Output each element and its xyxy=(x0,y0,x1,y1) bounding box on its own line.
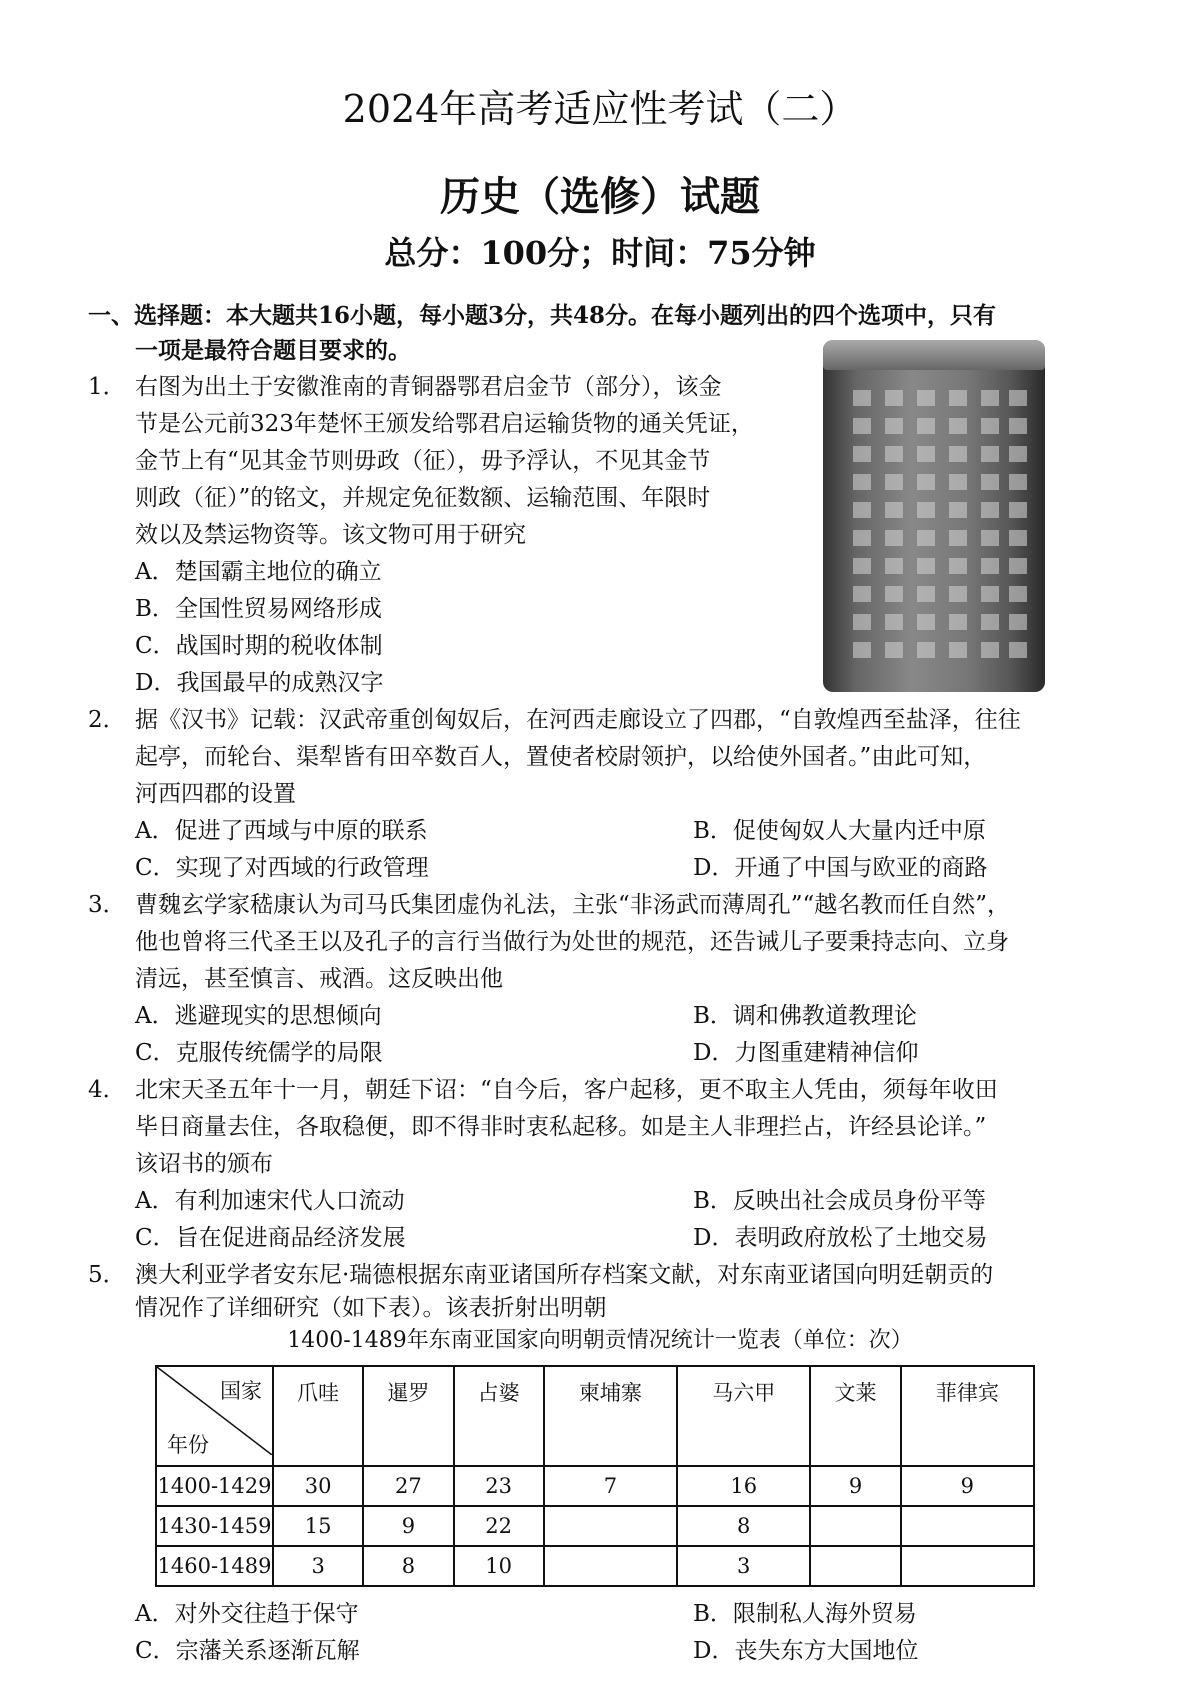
question-text: 起亭，而轮台、渠犁皆有田卒数百人，置使者校尉领护，以给使外国者。”由此可知， xyxy=(135,744,987,770)
question-text: 河西四郡的设置 xyxy=(135,781,296,807)
value-cell: 8 xyxy=(363,1546,453,1586)
question-number: 1． xyxy=(88,374,126,400)
exam-title: 2024年高考适应性考试（二） xyxy=(342,87,858,131)
question-text: 效以及禁运物资等。该文物可用于研究 xyxy=(135,522,526,548)
section-heading-cont: 一项是最符合题目要求的。 xyxy=(135,337,411,364)
question-text: 则政（征）”的铭文，并规定免征数额、运输范围、年限时 xyxy=(135,485,711,511)
question-text: 毕日商量去住，各取稳便，即不得非时衷私起移。如是主人非理拦占，许经县论详。” xyxy=(135,1114,987,1140)
question-text: 清远，甚至慎言、戒酒。这反映出他 xyxy=(135,966,503,992)
value-cell: 22 xyxy=(454,1506,544,1546)
option-a: A．促进了西域与中原的联系 xyxy=(135,818,428,844)
value-cell: 10 xyxy=(454,1546,544,1586)
option-d: D．表明政府放松了土地交易 xyxy=(693,1225,988,1251)
question-number: 3． xyxy=(88,892,126,918)
option-c: C．宗藩关系逐渐瓦解 xyxy=(135,1638,360,1664)
option-a: A．有利加速宋代人口流动 xyxy=(135,1188,405,1214)
value-cell xyxy=(901,1506,1034,1546)
column-header: 柬埔寨 xyxy=(544,1366,677,1466)
score-time-line: 总分：100分；时间：75分钟 xyxy=(384,234,816,272)
option-d: D．力图重建精神信仰 xyxy=(693,1040,919,1066)
header-country-label: 国家 xyxy=(220,1379,262,1403)
option-d: D．开通了中国与欧亚的商路 xyxy=(693,855,988,881)
option-d: D．丧失东方大国地位 xyxy=(693,1638,919,1664)
exam-subtitle: 历史（选修）试题 xyxy=(440,173,760,220)
header-period-label: 年份 xyxy=(167,1433,209,1457)
question-text: 澳大利亚学者安东尼·瑞德根据东南亚诸国所存档案文献，对东南亚诸国向明廷朝贡的 xyxy=(135,1262,994,1288)
question-text: 情况作了详细研究（如下表）。该表折射出明朝 xyxy=(135,1295,607,1321)
table-row xyxy=(156,1506,1034,1546)
question-text: 他也曾将三代圣王以及孔子的言行当做行为处世的规范，还告诫儿子要秉持志向、立身 xyxy=(135,929,1009,955)
value-cell: 8 xyxy=(677,1506,810,1546)
question-text: 据《汉书》记载：汉武帝重创匈奴后，在河西走廊设立了四郡，“自敦煌西至盐泽，往往 xyxy=(135,707,1021,733)
question-text: 曹魏玄学家嵇康认为司马氏集团虚伪礼法，主张“非汤武而薄周孔”“越名教而任自然”， xyxy=(135,892,1011,918)
column-header: 文莱 xyxy=(810,1366,900,1466)
option-c: C．实现了对西域的行政管理 xyxy=(135,855,429,881)
value-cell: 16 xyxy=(677,1466,810,1506)
bronze-jinjie-image xyxy=(823,340,1045,692)
option-c: C．战国时期的税收体制 xyxy=(135,633,383,659)
value-cell: 23 xyxy=(454,1466,544,1506)
period-cell: 1400-1429 xyxy=(156,1466,273,1506)
value-cell xyxy=(544,1506,677,1546)
question-number: 5． xyxy=(88,1262,126,1288)
option-b: B．促使匈奴人大量内迁中原 xyxy=(693,818,986,844)
value-cell: 3 xyxy=(273,1546,363,1586)
option-a: A．楚国霸主地位的确立 xyxy=(135,559,382,585)
column-header: 暹罗 xyxy=(363,1366,453,1466)
value-cell: 9 xyxy=(901,1466,1034,1506)
value-cell: 27 xyxy=(363,1466,453,1506)
period-cell: 1430-1459 xyxy=(156,1506,273,1546)
value-cell: 30 xyxy=(273,1466,363,1506)
option-d: D．我国最早的成熟汉字 xyxy=(135,670,384,696)
question-text: 节是公元前323年楚怀王颁发给鄂君启运输货物的通关凭证， xyxy=(135,411,754,437)
question-text: 右图为出土于安徽淮南的青铜器鄂君启金节（部分），该金 xyxy=(135,374,722,400)
column-header: 菲律宾 xyxy=(901,1366,1034,1466)
table-caption: 1400-1489年东南亚国家向明朝贡情况统计一览表（单位：次） xyxy=(287,1328,913,1353)
option-a: A．逃避现实的思想倾向 xyxy=(135,1003,382,1029)
value-cell xyxy=(810,1506,900,1546)
option-b: B．限制私人海外贸易 xyxy=(693,1601,917,1627)
option-a: A．对外交往趋于保守 xyxy=(135,1601,359,1627)
value-cell xyxy=(544,1546,677,1586)
section-heading: 一、选择题：本大题共16小题，每小题3分，共48分。在每小题列出的四个选项中，只有 xyxy=(88,302,997,329)
period-cell: 1460-1489 xyxy=(156,1546,273,1586)
option-c: C．克服传统儒学的局限 xyxy=(135,1040,383,1066)
question-number: 4． xyxy=(88,1077,126,1103)
value-cell: 7 xyxy=(544,1466,677,1506)
value-cell: 9 xyxy=(363,1506,453,1546)
diagonal-header-cell xyxy=(156,1366,273,1466)
question-number: 2． xyxy=(88,707,126,733)
column-header: 马六甲 xyxy=(677,1366,810,1466)
option-b: B．调和佛教道教理论 xyxy=(693,1003,917,1029)
table-row xyxy=(156,1466,1034,1506)
value-cell xyxy=(901,1546,1034,1586)
question-text: 金节上有“见其金节则毋政（征），毋予浮认，不见其金节 xyxy=(135,448,711,474)
question-text: 该诏书的颁布 xyxy=(135,1151,273,1177)
value-cell: 3 xyxy=(677,1546,810,1586)
option-b: B．反映出社会成员身份平等 xyxy=(693,1188,986,1214)
value-cell: 15 xyxy=(273,1506,363,1546)
value-cell xyxy=(810,1546,900,1586)
table-row xyxy=(156,1546,1034,1586)
column-header: 占婆 xyxy=(454,1366,544,1466)
value-cell: 9 xyxy=(810,1466,900,1506)
table-header-row xyxy=(156,1366,1034,1466)
question-text: 北宋天圣五年十一月，朝廷下诏：“自今后，客户起移，更不取主人凭由，须每年收田 xyxy=(135,1077,998,1103)
column-header: 爪哇 xyxy=(273,1366,363,1466)
option-c: C．旨在促进商品经济发展 xyxy=(135,1225,406,1251)
tribute-table xyxy=(155,1365,1035,1587)
option-b: B．全国性贸易网络形成 xyxy=(135,596,382,622)
